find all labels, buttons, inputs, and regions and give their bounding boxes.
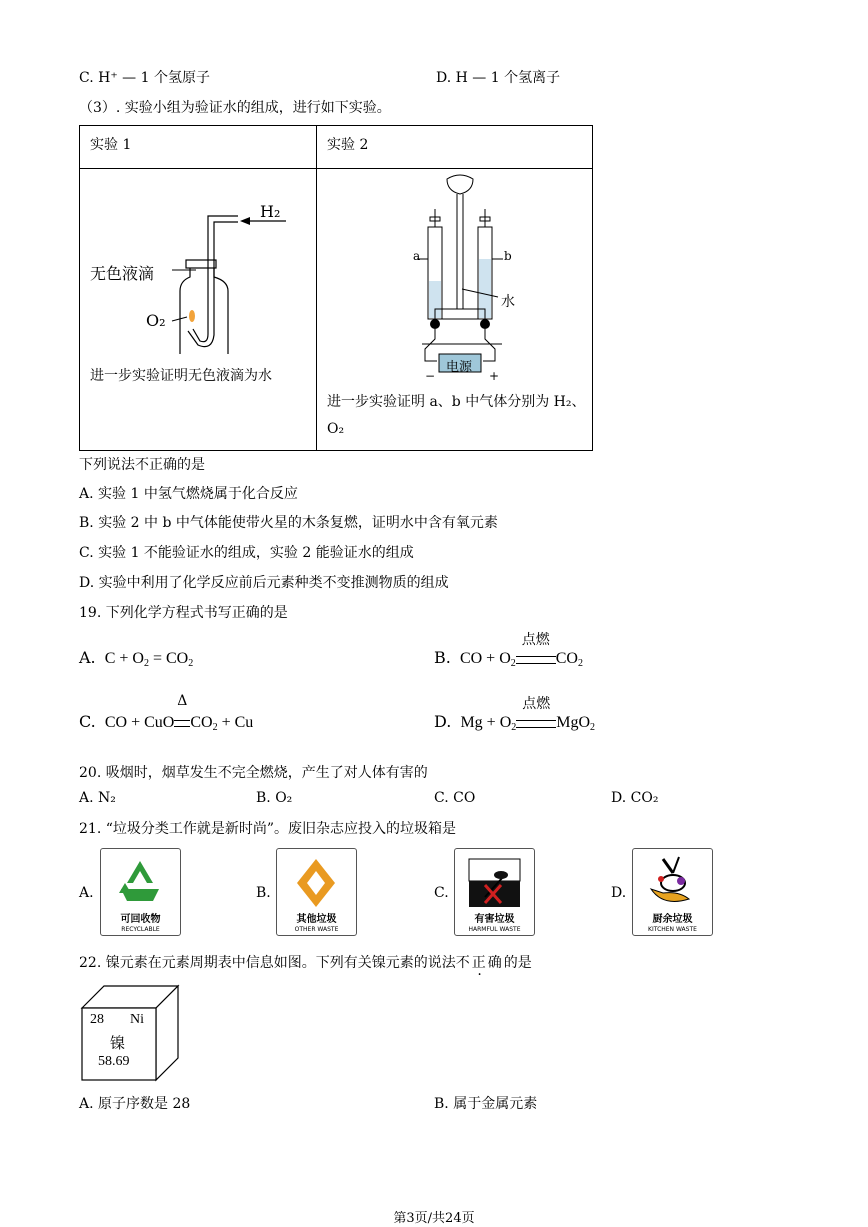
bin-recyclable: [100, 848, 181, 936]
element-mass: 58.69: [98, 1054, 130, 1069]
q20-option-d: D. CO₂: [611, 790, 659, 806]
exp1-o2-label: O₂: [146, 311, 166, 330]
bin-other-en: OTHER WASTE: [294, 926, 339, 933]
exp1-cell: [80, 169, 317, 451]
exp2-cell: [317, 169, 593, 451]
bin-other: [276, 848, 357, 936]
element-card-frame: [80, 982, 180, 1082]
page-footer: 第3页/共24页: [393, 1211, 475, 1226]
exp2-note-line2: O₂: [327, 421, 345, 437]
exp1-drop-label: 无色液滴: [90, 264, 155, 283]
q21-letter-a: A.: [79, 885, 94, 901]
ignite-condition-d: 点燃: [522, 696, 551, 712]
bin-kitchen-en: KITCHEN WASTE: [648, 926, 697, 933]
bin-harmful-label: 有害垃圾: [474, 914, 515, 925]
q18-part3: （3）. 实验小组为验证水的组成，进行如下实验。: [79, 100, 391, 116]
other-waste-icon: [277, 853, 356, 913]
harmful-waste-icon: [455, 853, 534, 913]
q19-option-a: A. $C + O_2 = CO_2$: [79, 648, 194, 669]
q22-stem-emph: 不正确: [455, 955, 504, 971]
ignite-condition-b: 点燃: [521, 632, 550, 648]
q21-letter-c: C.: [434, 885, 449, 901]
element-card: [80, 982, 180, 1082]
kitchen-waste-icon: [633, 851, 712, 911]
q21-letter-b: B.: [256, 885, 271, 901]
header-exp1: 实验 1: [80, 126, 317, 169]
q18-option-a: A. 实验 1 中氢气燃烧属于化合反应: [79, 486, 298, 502]
q22-option-b: B. 属于金属元素: [434, 1096, 538, 1112]
q22-stem-pre: 22. 镍元素在元素周期表中信息如图。下列有关镍元素的说法: [79, 955, 456, 971]
q18-option-c2: C. 实验 1 不能验证水的组成，实验 2 能验证水的组成: [79, 545, 414, 561]
bin-kitchen-label: 厨余垃圾: [652, 914, 693, 925]
exp1-note: 进一步实验证明无色液滴为水: [90, 368, 272, 384]
q19-option-d: D. $Mg + O_2$ 点燃 MgO$_2$: [434, 712, 595, 732]
recycle-icon: [101, 853, 180, 913]
element-symbol: Ni: [130, 1012, 144, 1027]
q19-option-c: C. CO + CuO Δ $CO_2 + Cu$: [79, 693, 254, 733]
header-exp2: 实验 2: [317, 126, 593, 169]
exp2-note-line1: 进一步实验证明 a、b 中气体分别为 H₂、: [327, 394, 586, 410]
exp2-b-label: b: [504, 249, 512, 263]
element-name: 镍: [110, 1034, 126, 1052]
q19-option-b: B. CO + $O_2$ 点燃 $CO_2$: [434, 648, 583, 668]
experiment-table: [79, 125, 593, 451]
q21-letter-d: D.: [611, 885, 627, 901]
bin-recyclable-en: RECYCLABLE: [121, 926, 160, 933]
q22-stem: [79, 952, 532, 972]
bin-kitchen: [632, 848, 713, 936]
q20-stem: 20. 吸烟时，烟草发生不完全燃烧，产生了对人体有害的: [79, 765, 428, 781]
q18-stem: 下列说法不正确的是: [79, 457, 205, 473]
exp1-h2-label: H₂: [260, 202, 281, 221]
bin-harmful: [454, 848, 535, 936]
element-number: 28: [90, 1012, 104, 1027]
exp2-power-label: 电源: [446, 360, 473, 375]
exp2-water-label: 水: [501, 294, 515, 310]
bin-recyclable-label: 可回收物: [120, 914, 161, 925]
q21-stem: 21. “垃圾分类工作就是新时尚”。废旧杂志应投入的垃圾箱是: [79, 821, 457, 837]
q20-option-a: A. N₂: [79, 790, 116, 806]
bin-harmful-en: HARMFUL WASTE: [468, 926, 521, 933]
exp2-minus-label: −: [425, 369, 436, 383]
bin-other-label: 其他垃圾: [296, 914, 337, 925]
q22-stem-post: 的是: [503, 955, 532, 971]
exp2-plus-label: +: [489, 369, 500, 383]
exp2-a-label: a: [413, 249, 421, 263]
q19-stem: 19. 下列化学方程式书写正确的是: [79, 605, 288, 621]
q22-option-a: A. 原子序数是 28: [79, 1096, 191, 1112]
q18-option-d2: D. 实验中利用了化学反应前后元素种类不变推测物质的组成: [79, 575, 449, 591]
q20-option-b: B. O₂: [256, 790, 293, 806]
q18-option-b: B. 实验 2 中 b 中气体能使带火星的木条复燃，证明水中含有氧元素: [79, 515, 498, 531]
q20-option-c: C. CO: [434, 790, 476, 806]
q18-option-c: C. H⁺ — 1 个氢原子: [79, 70, 210, 86]
q18-option-d: D. H — 1 个氢离子: [436, 70, 561, 86]
exp2-electrolysis-figure: [317, 169, 613, 384]
heat-condition: Δ: [177, 693, 188, 709]
